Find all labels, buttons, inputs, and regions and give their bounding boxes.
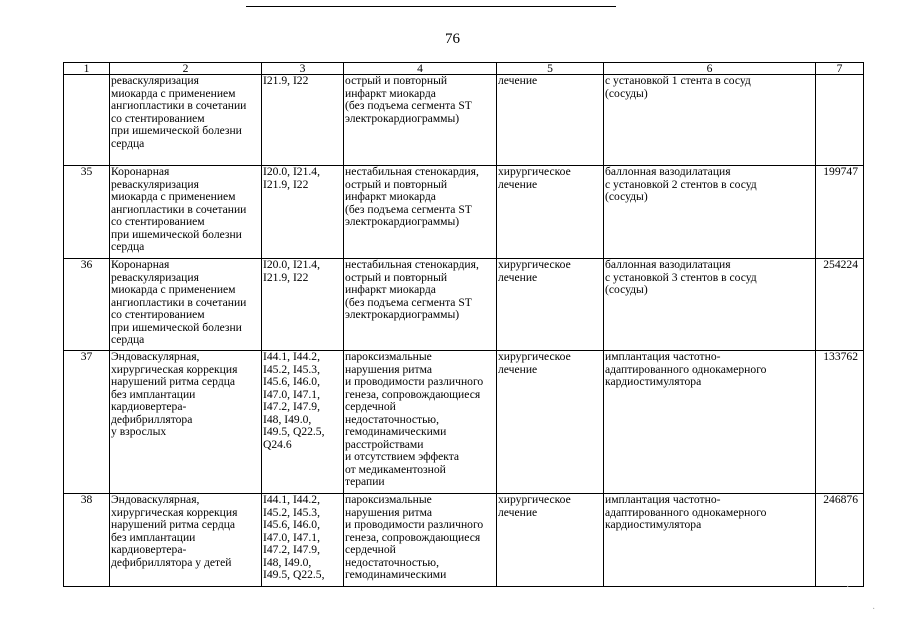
table-row [64, 259, 864, 351]
column-header: 5 [497, 63, 604, 75]
table-row [64, 166, 864, 259]
treatment-type: хирургическое лечение [497, 351, 604, 494]
table-header-row [64, 63, 864, 75]
table-row [64, 351, 864, 494]
table-row [64, 494, 864, 587]
patient-model: пароксизмальные нарушения ритма и проводимости различного генеза, сопровождающиеся сердечной недостаточностью, гемодинамическими расстройствами и отсутствием эффекта от медикаментозной терапии [344, 351, 497, 494]
treatment-method: имплантация частотно- адаптированного однокамерного кардиостимулятора [604, 494, 816, 587]
patient-model: нестабильная стенокардия, острый и повторный инфаркт миокарда (без подъема сегмента ST электрокардиограммы) [344, 259, 497, 351]
cost-value: 246876 [816, 494, 864, 587]
treatment-method: баллонная вазодилатация с установкой 3 стентов в сосуд (сосуды) [604, 259, 816, 351]
service-name: Эндоваскулярная, хирургическая коррекция нарушений ритма сердца без имплантации кардиовертера- дефибриллятора у детей [110, 494, 262, 587]
medical-services-table [63, 62, 864, 587]
row-number: 36 [64, 259, 110, 351]
column-header: 7 [816, 63, 864, 75]
column-header: 1 [64, 63, 110, 75]
row-number: 37 [64, 351, 110, 494]
icd-codes: I20.0, I21.4, I21.9, I22 [262, 259, 344, 351]
cost-value: 199747 [816, 166, 864, 259]
top-rule [246, 6, 616, 7]
scan-speck: · [846, 582, 850, 593]
column-header: 4 [344, 63, 497, 75]
patient-model: нестабильная стенокардия, острый и повторный инфаркт миокарда (без подъема сегмента ST электрокардиограммы) [344, 166, 497, 259]
row-number: 38 [64, 494, 110, 587]
treatment-type: лечение [497, 75, 604, 166]
row-number: 35 [64, 166, 110, 259]
service-name: реваскуляризация миокарда с применением ангиопластики в сочетании со стентированием при ишемической болезни сердца [110, 75, 262, 166]
cost-value [816, 75, 864, 166]
treatment-method: имплантация частотно- адаптированного однокамерного кардиостимулятора [604, 351, 816, 494]
service-name: Эндоваскулярная, хирургическая коррекция нарушений ритма сердца без имплантации кардиовертера- дефибриллятора у взрослых [110, 351, 262, 494]
icd-codes: I21.9, I22 [262, 75, 344, 166]
cost-value: 133762 [816, 351, 864, 494]
treatment-method: с установкой 1 стента в сосуд (сосуды) [604, 75, 816, 166]
service-name: Коронарная реваскуляризация миокарда с применением ангиопластики в сочетании со стентированием при ишемической болезни сердца [110, 166, 262, 259]
page-number: 76 [445, 31, 460, 47]
cost-value: 254224 [816, 259, 864, 351]
treatment-type: хирургическое лечение [497, 494, 604, 587]
patient-model: пароксизмальные нарушения ритма и проводимости различного генеза, сопровождающиеся сердечной недостаточностью, гемодинамическими [344, 494, 497, 587]
column-header: 6 [604, 63, 816, 75]
row-number [64, 75, 110, 166]
column-header: 3 [262, 63, 344, 75]
treatment-type: хирургическое лечение [497, 166, 604, 259]
patient-model: острый и повторный инфаркт миокарда (без подъема сегмента ST электрокардиограммы) [344, 75, 497, 166]
icd-codes: I20.0, I21.4, I21.9, I22 [262, 166, 344, 259]
scan-speck: · [872, 604, 876, 615]
table-row [64, 75, 864, 166]
treatment-method: баллонная вазодилатация с установкой 2 стентов в сосуд (сосуды) [604, 166, 816, 259]
icd-codes: I44.1, I44.2, I45.2, I45.3, I45.6, I46.0, I47.0, I47.1, I47.2, I47.9, I48, I49.0, I49.5, Q22.5, Q24.6 [262, 351, 344, 494]
column-header: 2 [110, 63, 262, 75]
service-name: Коронарная реваскуляризация миокарда с применением ангиопластики в сочетании со стентированием при ишемической болезни сердца [110, 259, 262, 351]
icd-codes: I44.1, I44.2, I45.2, I45.3, I45.6, I46.0, I47.0, I47.1, I47.2, I47.9, I48, I49.0, I49.5, Q22.5, [262, 494, 344, 587]
treatment-type: хирургическое лечение [497, 259, 604, 351]
